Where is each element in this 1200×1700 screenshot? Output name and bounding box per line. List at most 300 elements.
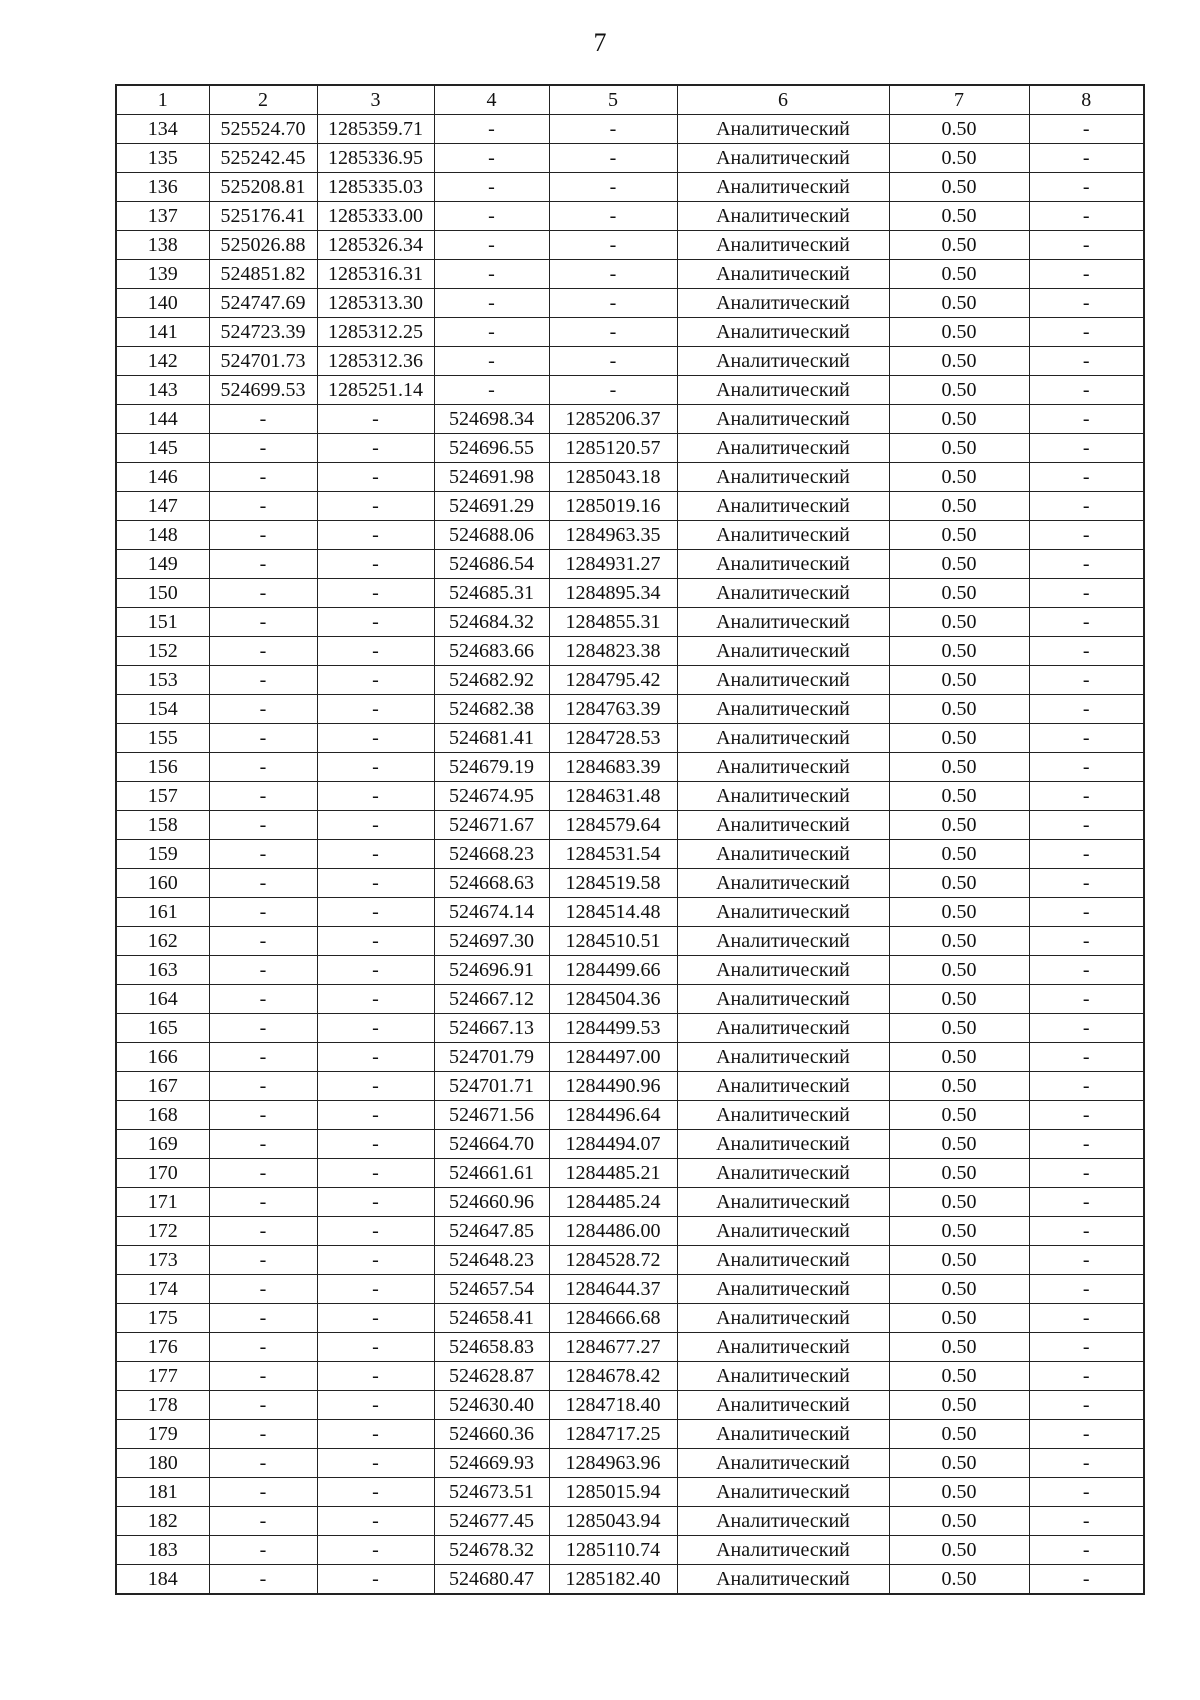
point-number-cell: 138 xyxy=(116,231,209,260)
accuracy-cell: 0.50 xyxy=(889,434,1029,463)
point-number-cell: 162 xyxy=(116,927,209,956)
point-number-cell: 182 xyxy=(116,1507,209,1536)
description-cell: - xyxy=(1029,1101,1144,1130)
description-cell: - xyxy=(1029,260,1144,289)
y-new-cell: 1284963.35 xyxy=(549,521,677,550)
y-new-cell: 1284514.48 xyxy=(549,898,677,927)
y-new-cell: 1284528.72 xyxy=(549,1246,677,1275)
x-new-cell: - xyxy=(434,202,549,231)
y-new-cell: 1284485.24 xyxy=(549,1188,677,1217)
table-row xyxy=(116,1217,1144,1246)
accuracy-cell: 0.50 xyxy=(889,521,1029,550)
x-new-cell: 524669.93 xyxy=(434,1449,549,1478)
x-new-cell: 524671.67 xyxy=(434,811,549,840)
accuracy-cell: 0.50 xyxy=(889,376,1029,405)
point-number-cell: 177 xyxy=(116,1362,209,1391)
point-number-cell: 170 xyxy=(116,1159,209,1188)
y-new-cell: - xyxy=(549,260,677,289)
column-header: 6 xyxy=(677,85,889,115)
x-new-cell: - xyxy=(434,347,549,376)
accuracy-cell: 0.50 xyxy=(889,202,1029,231)
y-old-cell: - xyxy=(317,695,434,724)
table-row xyxy=(116,1246,1144,1275)
accuracy-cell: 0.50 xyxy=(889,1043,1029,1072)
x-new-cell: 524658.41 xyxy=(434,1304,549,1333)
y-new-cell: - xyxy=(549,173,677,202)
point-number-cell: 165 xyxy=(116,1014,209,1043)
y-new-cell: 1284963.96 xyxy=(549,1449,677,1478)
x-new-cell: 524685.31 xyxy=(434,579,549,608)
x-new-cell: 524688.06 xyxy=(434,521,549,550)
point-number-cell: 181 xyxy=(116,1478,209,1507)
y-old-cell: - xyxy=(317,985,434,1014)
y-old-cell: - xyxy=(317,956,434,985)
table-row xyxy=(116,173,1144,202)
accuracy-cell: 0.50 xyxy=(889,231,1029,260)
accuracy-cell: 0.50 xyxy=(889,1217,1029,1246)
x-old-cell: 525524.70 xyxy=(209,115,317,144)
description-cell: - xyxy=(1029,782,1144,811)
x-new-cell: 524657.54 xyxy=(434,1275,549,1304)
point-number-cell: 179 xyxy=(116,1420,209,1449)
y-old-cell: 1285312.25 xyxy=(317,318,434,347)
y-new-cell: - xyxy=(549,231,677,260)
x-new-cell: 524696.91 xyxy=(434,956,549,985)
table-row xyxy=(116,927,1144,956)
table-row xyxy=(116,695,1144,724)
point-number-cell: 159 xyxy=(116,840,209,869)
column-header: 7 xyxy=(889,85,1029,115)
description-cell: - xyxy=(1029,1014,1144,1043)
y-old-cell: - xyxy=(317,1536,434,1565)
table-row xyxy=(116,463,1144,492)
x-new-cell: 524679.19 xyxy=(434,753,549,782)
table-row xyxy=(116,1565,1144,1595)
table-row xyxy=(116,1043,1144,1072)
point-number-cell: 143 xyxy=(116,376,209,405)
x-old-cell: - xyxy=(209,1014,317,1043)
accuracy-cell: 0.50 xyxy=(889,289,1029,318)
method-cell: Аналитический xyxy=(677,666,889,695)
table-row xyxy=(116,434,1144,463)
point-number-cell: 148 xyxy=(116,521,209,550)
x-new-cell: 524628.87 xyxy=(434,1362,549,1391)
y-old-cell: - xyxy=(317,869,434,898)
column-header: 5 xyxy=(549,85,677,115)
table-row xyxy=(116,1478,1144,1507)
y-old-cell: - xyxy=(317,1101,434,1130)
accuracy-cell: 0.50 xyxy=(889,927,1029,956)
accuracy-cell: 0.50 xyxy=(889,115,1029,144)
point-number-cell: 147 xyxy=(116,492,209,521)
method-cell: Аналитический xyxy=(677,405,889,434)
accuracy-cell: 0.50 xyxy=(889,1362,1029,1391)
table-row xyxy=(116,1536,1144,1565)
y-old-cell: - xyxy=(317,434,434,463)
description-cell: - xyxy=(1029,144,1144,173)
column-header: 8 xyxy=(1029,85,1144,115)
table-row xyxy=(116,405,1144,434)
x-old-cell: - xyxy=(209,492,317,521)
accuracy-cell: 0.50 xyxy=(889,550,1029,579)
accuracy-cell: 0.50 xyxy=(889,1188,1029,1217)
y-old-cell: - xyxy=(317,1362,434,1391)
accuracy-cell: 0.50 xyxy=(889,1014,1029,1043)
point-number-cell: 174 xyxy=(116,1275,209,1304)
y-new-cell: - xyxy=(549,289,677,318)
point-number-cell: 135 xyxy=(116,144,209,173)
y-old-cell: - xyxy=(317,1014,434,1043)
x-old-cell: - xyxy=(209,869,317,898)
description-cell: - xyxy=(1029,956,1144,985)
method-cell: Аналитический xyxy=(677,1478,889,1507)
point-number-cell: 136 xyxy=(116,173,209,202)
x-old-cell: - xyxy=(209,1565,317,1595)
point-number-cell: 173 xyxy=(116,1246,209,1275)
column-header: 2 xyxy=(209,85,317,115)
x-old-cell: - xyxy=(209,550,317,579)
point-number-cell: 157 xyxy=(116,782,209,811)
method-cell: Аналитический xyxy=(677,1043,889,1072)
accuracy-cell: 0.50 xyxy=(889,869,1029,898)
method-cell: Аналитический xyxy=(677,985,889,1014)
method-cell: Аналитический xyxy=(677,1449,889,1478)
accuracy-cell: 0.50 xyxy=(889,173,1029,202)
x-new-cell: 524671.56 xyxy=(434,1101,549,1130)
method-cell: Аналитический xyxy=(677,1275,889,1304)
y-new-cell: 1285043.18 xyxy=(549,463,677,492)
y-old-cell: - xyxy=(317,1478,434,1507)
x-old-cell: - xyxy=(209,840,317,869)
column-header: 3 xyxy=(317,85,434,115)
method-cell: Аналитический xyxy=(677,115,889,144)
description-cell: - xyxy=(1029,753,1144,782)
table-row xyxy=(116,1420,1144,1449)
y-new-cell: - xyxy=(549,347,677,376)
description-cell: - xyxy=(1029,927,1144,956)
point-number-cell: 141 xyxy=(116,318,209,347)
accuracy-cell: 0.50 xyxy=(889,1275,1029,1304)
y-old-cell: - xyxy=(317,1333,434,1362)
x-new-cell: 524667.12 xyxy=(434,985,549,1014)
accuracy-cell: 0.50 xyxy=(889,492,1029,521)
table-row xyxy=(116,753,1144,782)
x-old-cell: - xyxy=(209,811,317,840)
x-new-cell: 524682.38 xyxy=(434,695,549,724)
y-new-cell: 1285015.94 xyxy=(549,1478,677,1507)
x-old-cell: - xyxy=(209,1449,317,1478)
description-cell: - xyxy=(1029,608,1144,637)
method-cell: Аналитический xyxy=(677,260,889,289)
method-cell: Аналитический xyxy=(677,1072,889,1101)
table-header-row xyxy=(116,85,1144,115)
y-new-cell: - xyxy=(549,202,677,231)
y-old-cell: - xyxy=(317,463,434,492)
x-new-cell: 524698.34 xyxy=(434,405,549,434)
y-old-cell: - xyxy=(317,1304,434,1333)
x-old-cell: - xyxy=(209,405,317,434)
point-number-cell: 155 xyxy=(116,724,209,753)
x-old-cell: - xyxy=(209,637,317,666)
point-number-cell: 160 xyxy=(116,869,209,898)
x-new-cell: - xyxy=(434,144,549,173)
table-row xyxy=(116,985,1144,1014)
y-old-cell: 1285316.31 xyxy=(317,260,434,289)
x-new-cell: 524681.41 xyxy=(434,724,549,753)
y-new-cell: 1285110.74 xyxy=(549,1536,677,1565)
x-new-cell: 524658.83 xyxy=(434,1333,549,1362)
x-new-cell: 524668.63 xyxy=(434,869,549,898)
y-old-cell: - xyxy=(317,521,434,550)
description-cell: - xyxy=(1029,1043,1144,1072)
point-number-cell: 153 xyxy=(116,666,209,695)
description-cell: - xyxy=(1029,1246,1144,1275)
table-row xyxy=(116,811,1144,840)
accuracy-cell: 0.50 xyxy=(889,1478,1029,1507)
method-cell: Аналитический xyxy=(677,1217,889,1246)
x-old-cell: - xyxy=(209,579,317,608)
accuracy-cell: 0.50 xyxy=(889,260,1029,289)
point-number-cell: 146 xyxy=(116,463,209,492)
point-number-cell: 163 xyxy=(116,956,209,985)
table-row xyxy=(116,1188,1144,1217)
accuracy-cell: 0.50 xyxy=(889,695,1029,724)
x-new-cell: 524661.61 xyxy=(434,1159,549,1188)
y-old-cell: 1285326.34 xyxy=(317,231,434,260)
x-old-cell: - xyxy=(209,608,317,637)
method-cell: Аналитический xyxy=(677,1362,889,1391)
table-row xyxy=(116,289,1144,318)
table-row xyxy=(116,1333,1144,1362)
method-cell: Аналитический xyxy=(677,173,889,202)
x-old-cell: - xyxy=(209,1507,317,1536)
y-old-cell: - xyxy=(317,666,434,695)
method-cell: Аналитический xyxy=(677,927,889,956)
method-cell: Аналитический xyxy=(677,1333,889,1362)
y-new-cell: 1284490.96 xyxy=(549,1072,677,1101)
description-cell: - xyxy=(1029,202,1144,231)
description-cell: - xyxy=(1029,347,1144,376)
x-old-cell: 524699.53 xyxy=(209,376,317,405)
method-cell: Аналитический xyxy=(677,1188,889,1217)
x-old-cell: 524747.69 xyxy=(209,289,317,318)
description-cell: - xyxy=(1029,1420,1144,1449)
table-row xyxy=(116,550,1144,579)
x-old-cell: - xyxy=(209,695,317,724)
coordinates-table xyxy=(115,84,1145,1595)
x-new-cell: 524648.23 xyxy=(434,1246,549,1275)
accuracy-cell: 0.50 xyxy=(889,579,1029,608)
y-new-cell: 1284504.36 xyxy=(549,985,677,1014)
x-old-cell: 524723.39 xyxy=(209,318,317,347)
description-cell: - xyxy=(1029,463,1144,492)
y-new-cell: 1285120.57 xyxy=(549,434,677,463)
point-number-cell: 156 xyxy=(116,753,209,782)
x-old-cell: - xyxy=(209,1536,317,1565)
x-old-cell: - xyxy=(209,1217,317,1246)
description-cell: - xyxy=(1029,115,1144,144)
table-row xyxy=(116,1014,1144,1043)
x-old-cell: - xyxy=(209,1391,317,1420)
y-old-cell: - xyxy=(317,1420,434,1449)
method-cell: Аналитический xyxy=(677,202,889,231)
point-number-cell: 139 xyxy=(116,260,209,289)
y-new-cell: - xyxy=(549,115,677,144)
x-old-cell: - xyxy=(209,927,317,956)
table-row xyxy=(116,840,1144,869)
point-number-cell: 171 xyxy=(116,1188,209,1217)
description-cell: - xyxy=(1029,231,1144,260)
method-cell: Аналитический xyxy=(677,1246,889,1275)
method-cell: Аналитический xyxy=(677,840,889,869)
x-old-cell: - xyxy=(209,521,317,550)
method-cell: Аналитический xyxy=(677,782,889,811)
point-number-cell: 152 xyxy=(116,637,209,666)
x-new-cell: 524678.32 xyxy=(434,1536,549,1565)
point-number-cell: 151 xyxy=(116,608,209,637)
description-cell: - xyxy=(1029,173,1144,202)
table-row xyxy=(116,347,1144,376)
x-new-cell: 524691.98 xyxy=(434,463,549,492)
table-row xyxy=(116,144,1144,173)
description-cell: - xyxy=(1029,289,1144,318)
table-row xyxy=(116,1275,1144,1304)
table-row xyxy=(116,608,1144,637)
method-cell: Аналитический xyxy=(677,1101,889,1130)
x-new-cell: - xyxy=(434,376,549,405)
x-old-cell: - xyxy=(209,1420,317,1449)
point-number-cell: 149 xyxy=(116,550,209,579)
y-new-cell: 1285019.16 xyxy=(549,492,677,521)
x-new-cell: 524682.92 xyxy=(434,666,549,695)
page-number: 7 xyxy=(593,28,607,57)
table-row xyxy=(116,1101,1144,1130)
method-cell: Аналитический xyxy=(677,637,889,666)
description-cell: - xyxy=(1029,1507,1144,1536)
method-cell: Аналитический xyxy=(677,347,889,376)
table-row xyxy=(116,1159,1144,1188)
method-cell: Аналитический xyxy=(677,231,889,260)
description-cell: - xyxy=(1029,1159,1144,1188)
point-number-cell: 169 xyxy=(116,1130,209,1159)
accuracy-cell: 0.50 xyxy=(889,1333,1029,1362)
accuracy-cell: 0.50 xyxy=(889,1304,1029,1333)
description-cell: - xyxy=(1029,550,1144,579)
point-number-cell: 150 xyxy=(116,579,209,608)
y-new-cell: - xyxy=(549,376,677,405)
description-cell: - xyxy=(1029,840,1144,869)
description-cell: - xyxy=(1029,579,1144,608)
y-old-cell: - xyxy=(317,579,434,608)
description-cell: - xyxy=(1029,318,1144,347)
x-old-cell: - xyxy=(209,1362,317,1391)
x-old-cell: - xyxy=(209,724,317,753)
y-old-cell: 1285333.00 xyxy=(317,202,434,231)
table-row xyxy=(116,376,1144,405)
method-cell: Аналитический xyxy=(677,695,889,724)
description-cell: - xyxy=(1029,1449,1144,1478)
y-old-cell: - xyxy=(317,608,434,637)
y-new-cell: 1284510.51 xyxy=(549,927,677,956)
y-new-cell: - xyxy=(549,144,677,173)
table-row xyxy=(116,637,1144,666)
table-row xyxy=(116,898,1144,927)
accuracy-cell: 0.50 xyxy=(889,956,1029,985)
y-old-cell: - xyxy=(317,405,434,434)
y-old-cell: - xyxy=(317,550,434,579)
x-old-cell: - xyxy=(209,1275,317,1304)
y-old-cell: - xyxy=(317,1449,434,1478)
point-number-cell: 172 xyxy=(116,1217,209,1246)
y-old-cell: - xyxy=(317,753,434,782)
accuracy-cell: 0.50 xyxy=(889,1565,1029,1595)
table-row xyxy=(116,202,1144,231)
y-old-cell: - xyxy=(317,1565,434,1595)
method-cell: Аналитический xyxy=(677,1565,889,1595)
description-cell: - xyxy=(1029,405,1144,434)
y-new-cell: 1284519.58 xyxy=(549,869,677,898)
point-number-cell: 164 xyxy=(116,985,209,1014)
y-old-cell: - xyxy=(317,840,434,869)
x-old-cell: - xyxy=(209,1246,317,1275)
description-cell: - xyxy=(1029,1536,1144,1565)
table-row xyxy=(116,579,1144,608)
y-new-cell: 1284579.64 xyxy=(549,811,677,840)
x-new-cell: 524680.47 xyxy=(434,1565,549,1595)
y-new-cell: 1284678.42 xyxy=(549,1362,677,1391)
x-new-cell: 524660.36 xyxy=(434,1420,549,1449)
x-old-cell: - xyxy=(209,1478,317,1507)
method-cell: Аналитический xyxy=(677,521,889,550)
accuracy-cell: 0.50 xyxy=(889,463,1029,492)
x-old-cell: - xyxy=(209,985,317,1014)
y-new-cell: 1285043.94 xyxy=(549,1507,677,1536)
x-new-cell: 524630.40 xyxy=(434,1391,549,1420)
x-new-cell: 524691.29 xyxy=(434,492,549,521)
method-cell: Аналитический xyxy=(677,1536,889,1565)
description-cell: - xyxy=(1029,1275,1144,1304)
method-cell: Аналитический xyxy=(677,492,889,521)
table-row xyxy=(116,260,1144,289)
accuracy-cell: 0.50 xyxy=(889,144,1029,173)
table-row xyxy=(116,1130,1144,1159)
method-cell: Аналитический xyxy=(677,1159,889,1188)
accuracy-cell: 0.50 xyxy=(889,1391,1029,1420)
x-old-cell: - xyxy=(209,753,317,782)
description-cell: - xyxy=(1029,985,1144,1014)
method-cell: Аналитический xyxy=(677,550,889,579)
y-old-cell: - xyxy=(317,1188,434,1217)
x-new-cell: 524684.32 xyxy=(434,608,549,637)
y-old-cell: 1285359.71 xyxy=(317,115,434,144)
x-new-cell: - xyxy=(434,173,549,202)
point-number-cell: 178 xyxy=(116,1391,209,1420)
point-number-cell: 167 xyxy=(116,1072,209,1101)
accuracy-cell: 0.50 xyxy=(889,724,1029,753)
point-number-cell: 166 xyxy=(116,1043,209,1072)
accuracy-cell: 0.50 xyxy=(889,898,1029,927)
y-new-cell: 1284683.39 xyxy=(549,753,677,782)
y-old-cell: - xyxy=(317,1130,434,1159)
accuracy-cell: 0.50 xyxy=(889,1101,1029,1130)
accuracy-cell: 0.50 xyxy=(889,1130,1029,1159)
table-row xyxy=(116,666,1144,695)
description-cell: - xyxy=(1029,434,1144,463)
y-new-cell: 1284718.40 xyxy=(549,1391,677,1420)
point-number-cell: 144 xyxy=(116,405,209,434)
method-cell: Аналитический xyxy=(677,956,889,985)
x-new-cell: - xyxy=(434,260,549,289)
